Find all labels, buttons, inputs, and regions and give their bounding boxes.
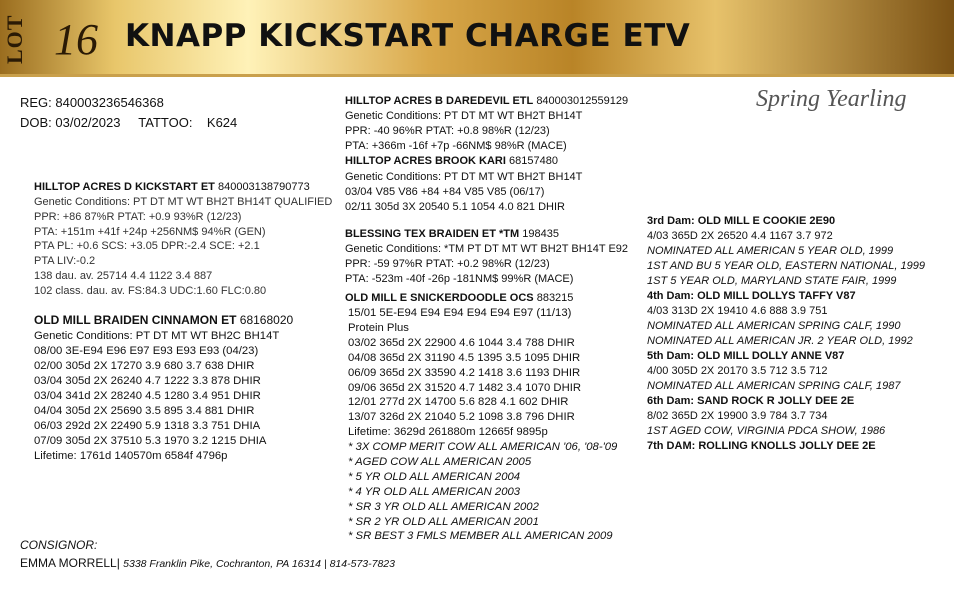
lot-label: LOT <box>2 14 27 64</box>
extended-dam-honor: 1ST AND BU 5 YEAR OLD, EASTERN NATIONAL, 1999 <box>647 260 925 272</box>
sire-sire-reg: 840003012559129 <box>536 95 629 107</box>
extended-dam-honor: 1ST AGED COW, VIRGINIA PDCA SHOW, 1986 <box>647 425 886 437</box>
registration-number: REG: 840003236546368 <box>20 95 164 110</box>
dam-dam-info-line: 04/08 365d 2X 31190 4.5 1395 3.5 1095 DHIR <box>348 351 581 364</box>
sire-sire-heading <box>345 94 628 108</box>
animal-name: KNAPP KICKSTART CHARGE ETV <box>125 18 691 54</box>
dam-dam-honor-line: * AGED COW ALL AMERICAN 2005 <box>348 455 532 468</box>
extended-dam-heading: 5th Dam: OLD MILL DOLLY ANNE V87 <box>647 350 845 362</box>
sire-info-line: Genetic Conditions: PT DT MT WT BH2T BH14T QUALIFIED <box>34 196 333 208</box>
dam-info-line: 03/04 341d 2X 28240 4.5 1280 3.4 951 DHIR <box>34 390 261 402</box>
extended-dam-record: 4/03 313D 2X 19410 4.6 888 3.9 751 <box>647 305 828 317</box>
dam-sire-info-line: Genetic Conditions: *TM PT DT MT WT BH2T BH14T E92 <box>345 243 629 255</box>
dam-dam-info-line: 13/07 326d 2X 21040 5.2 1098 3.8 796 DHIR <box>348 411 575 424</box>
extended-dam-honor: 1ST 5 YEAR OLD, MARYLAND STATE FAIR, 1999 <box>647 275 897 287</box>
dam-dam-heading <box>345 291 573 305</box>
extended-dam-heading: 7th DAM: ROLLING KNOLLS JOLLY DEE 2E <box>647 440 876 452</box>
consignor-line <box>20 556 395 571</box>
consignor-name: EMMA MORRELL <box>20 556 117 570</box>
dam-dam-info-line: 03/02 365d 2X 22900 4.6 1044 3.4 788 DHIR <box>348 336 575 349</box>
extended-dam-record: 8/02 365D 2X 19900 3.9 784 3.7 734 <box>647 410 828 422</box>
dam-dam-info-line: Lifetime: 3629d 261880m 12665f 9895p <box>348 426 548 439</box>
sire-sire-info-line: Genetic Conditions: PT DT MT WT BH2T BH14T <box>345 110 583 122</box>
dam-heading <box>34 313 293 327</box>
sire-info-line: PPR: +86 87%R PTAT: +0.9 93%R (12/23) <box>34 210 242 223</box>
extended-dam-heading: 6th Dam: SAND ROCK R JOLLY DEE 2E <box>647 395 855 407</box>
dam-info-line: 08/00 3E-E94 E96 E97 E93 E93 E93 (04/23) <box>34 345 259 357</box>
sire-info-line: PTA PL: +0.6 SCS: +3.05 DPR:-2.4 SCE: +2.1 <box>34 240 260 253</box>
extended-dam-honor: NOMINATED ALL AMERICAN SPRING CALF, 1990 <box>647 320 901 332</box>
sire-sire-name: HILLTOP ACRES B DAREDEVIL ETL <box>345 95 534 107</box>
dam-info-line: 02/00 305d 2X 17270 3.9 680 3.7 638 DHIR <box>34 360 255 372</box>
dam-dam-honor-line: * 4 YR OLD ALL AMERICAN 2003 <box>348 485 521 498</box>
sire-heading <box>34 180 310 194</box>
dam-sire-name: BLESSING TEX BRAIDEN ET *TM <box>345 228 520 240</box>
dam-info-line: Genetic Conditions: PT DT MT WT BH2C BH14T <box>34 330 280 342</box>
dam-info-line: 04/04 305d 2X 25690 3.5 895 3.4 881 DHIR <box>34 405 255 417</box>
sire-dam-heading <box>345 154 558 168</box>
dam-dam-honor-line: * SR 2 YR OLD ALL AMERICAN 2001 <box>348 515 539 528</box>
dam-dam-info-line: 09/06 365d 2X 31520 4.7 1482 3.4 1070 DHIR <box>348 381 582 394</box>
sire-info-line: PTA: +151m +41f +24p +256NM$ 94%R (GEN) <box>34 225 266 238</box>
dam-sire-heading <box>345 227 559 241</box>
sire-name: HILLTOP ACRES D KICKSTART ET <box>34 181 215 193</box>
sire-dam-info-line: 02/11 305d 3X 20540 5.1 1054 4.0 821 DHIR <box>345 201 565 213</box>
extended-dam-heading: 3rd Dam: OLD MILL E COOKIE 2E90 <box>647 215 836 227</box>
sire-dam-name: HILLTOP ACRES BROOK KARI <box>345 155 506 167</box>
dam-sire-info-line: PTA: -523m -40f -26p -181NM$ 99%R (MACE) <box>345 273 574 285</box>
dam-reg: 68168020 <box>239 313 294 327</box>
dam-dam-honor-line: * 3X COMP MERIT COW ALL AMERICAN '06, '08-'09 <box>348 441 618 453</box>
dam-name: OLD MILL BRAIDEN CINNAMON ET <box>34 313 237 327</box>
extended-dam-record: 4/03 365D 2X 26520 4.4 1167 3.7 972 <box>647 230 833 242</box>
banner-divider <box>0 74 954 77</box>
dam-info-line: 06/03 292d 2X 22490 5.9 1318 3.3 751 DHIA <box>34 420 261 432</box>
sire-dam-info-line: Genetic Conditions: PT DT MT WT BH2T BH14T <box>345 171 583 183</box>
sire-info-line: 138 dau. av. 25714 4.4 1122 3.4 887 <box>34 270 213 282</box>
sale-class: Spring Yearling <box>756 86 907 112</box>
dam-dam-honor-line: * SR BEST 3 FMLS MEMBER ALL AMERICAN 2009 <box>348 530 613 543</box>
consignor-heading: CONSIGNOR: <box>20 538 98 552</box>
lot-number: 16 <box>54 15 98 64</box>
extended-dam-heading: 4th Dam: OLD MILL DOLLYS TAFFY V87 <box>647 290 856 302</box>
dam-dam-name: OLD MILL E SNICKERDOODLE OCS <box>345 292 534 304</box>
consignor-details: 5338 Franklin Pike, Cochranton, PA 16314 | 814-573-7823 <box>123 558 395 570</box>
dam-dam-info-line: Protein Plus <box>348 321 409 334</box>
sire-sire-info-line: PPR: -40 96%R PTAT: +0.8 98%R (12/23) <box>345 125 550 137</box>
dam-dam-honor-line: * SR 3 YR OLD ALL AMERICAN 2002 <box>348 500 539 513</box>
dam-dam-info-line: 12/01 277d 2X 14700 5.6 828 4.1 602 DHIR <box>348 396 569 409</box>
extended-dam-honor: NOMINATED ALL AMERICAN 5 YEAR OLD, 1999 <box>647 245 894 257</box>
dam-dam-reg: 883215 <box>536 292 574 304</box>
birth-date-tattoo: DOB: 03/02/2023 TATTOO: K624 <box>20 115 238 130</box>
consignor-separator: | <box>116 556 120 570</box>
dam-info-line: Lifetime: 1761d 140570m 6584f 4796p <box>34 450 228 462</box>
sire-sire-info-line: PTA: +366m -16f +7p -66NM$ 98%R (MACE) <box>345 140 567 152</box>
sire-info-line: 102 class. dau. av. FS:84.3 UDC:1.60 FLC:0.80 <box>34 284 267 297</box>
sire-dam-reg: 68157480 <box>509 155 558 167</box>
dam-sire-info-line: PPR: -59 97%R PTAT: +0.2 98%R (12/23) <box>345 258 550 270</box>
dam-dam-info-line: 15/01 5E-E94 E94 E94 E94 E94 E97 (11/13) <box>348 307 572 319</box>
sire-reg: 840003138790773 <box>217 181 310 193</box>
dam-info-line: 03/04 305d 2X 26240 4.7 1222 3.3 878 DHIR <box>34 375 261 387</box>
dam-dam-honor-line: * 5 YR OLD ALL AMERICAN 2004 <box>348 470 521 483</box>
sire-info-line: PTA LIV:-0.2 <box>34 255 96 268</box>
dam-dam-info-line: 06/09 365d 2X 33590 4.2 1418 3.6 1193 DHIR <box>348 366 581 379</box>
dam-sire-reg: 198435 <box>522 228 559 240</box>
extended-dam-record: 4/00 305D 2X 20170 3.5 712 3.5 712 <box>647 365 828 377</box>
extended-dam-honor: NOMINATED ALL AMERICAN SPRING CALF, 1987 <box>647 380 901 392</box>
extended-dam-honor: NOMINATED ALL AMERICAN JR. 2 YEAR OLD, 1992 <box>647 335 913 347</box>
dam-info-line: 07/09 305d 2X 37510 5.3 1970 3.2 1215 DHIA <box>34 435 267 447</box>
sire-dam-info-line: 03/04 V85 V86 +84 +84 V85 V85 (06/17) <box>345 186 545 198</box>
